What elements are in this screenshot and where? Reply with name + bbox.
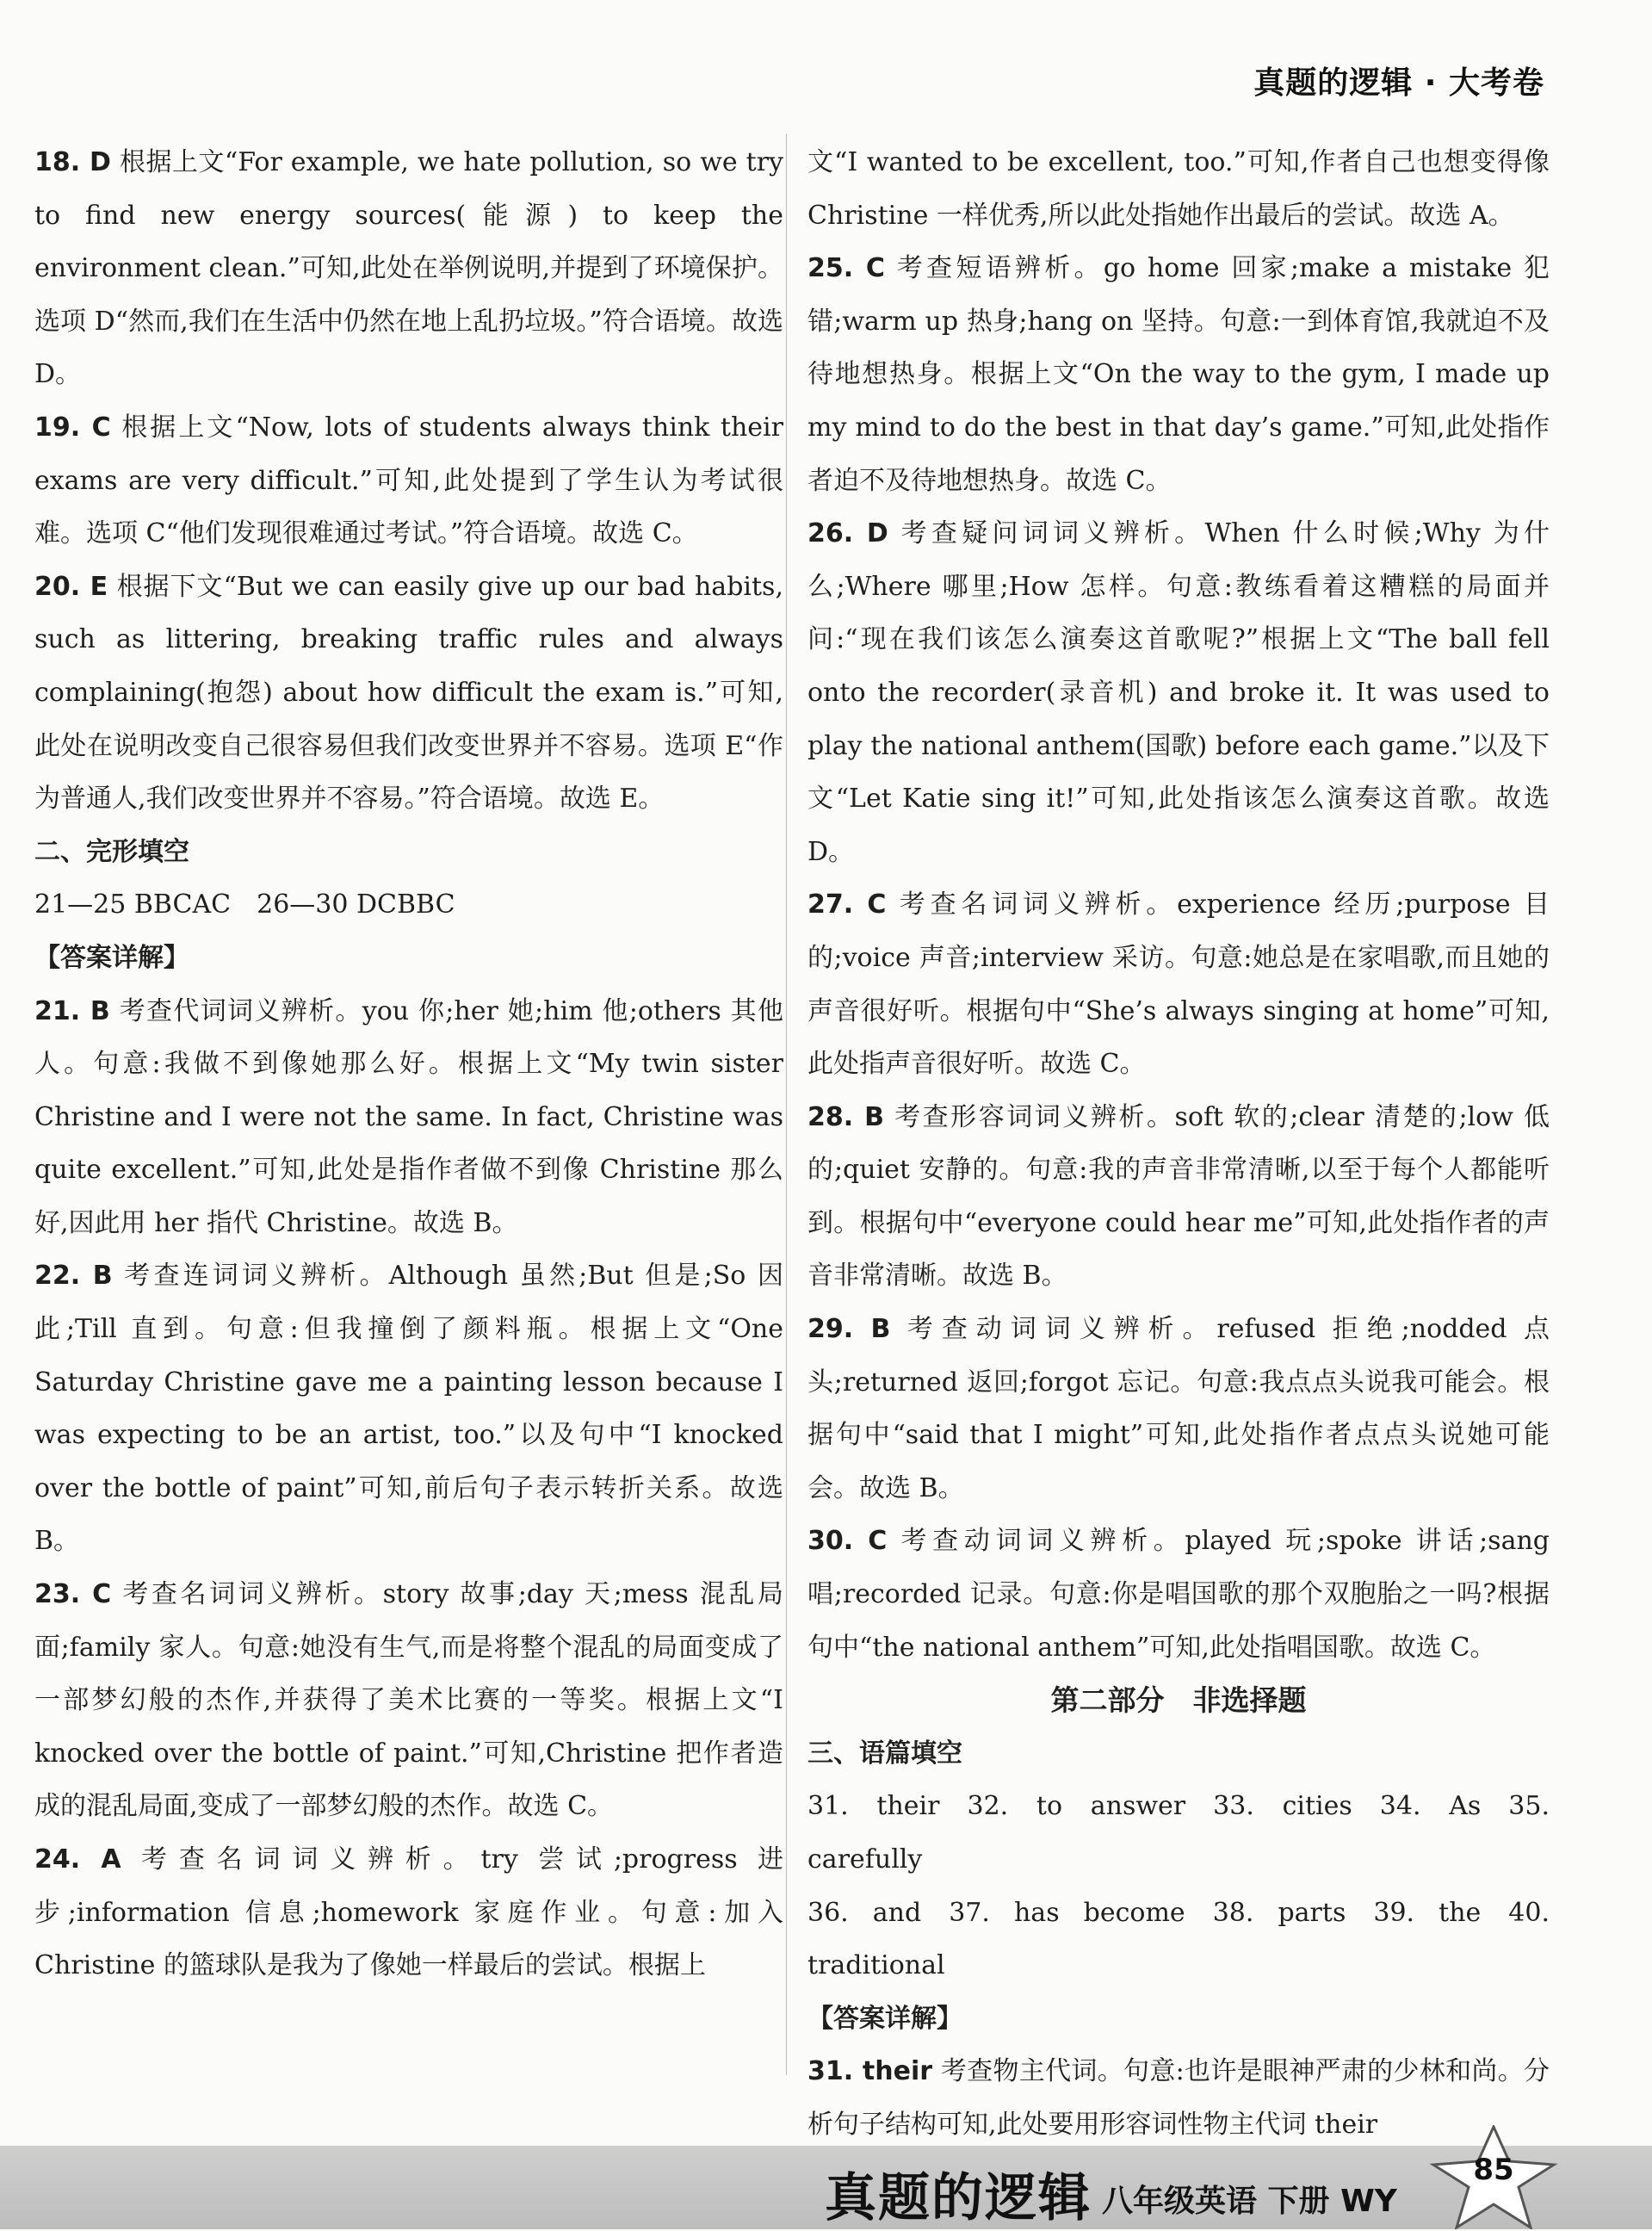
answer-key: 31. their [807, 1791, 940, 1822]
answer-item-26: 26. D 考查疑问词词义辨析。When 什么时候;Why 为什么;Where 哪里;How 怎样。句意:教练看着这糟糕的局面并问:“现在我们该怎么演奏这首歌呢?”根据上文“The ball fell onto the recorder(录音机) and broke it. It was used to play the national anthem(国歌) before each game.”以及下文“Let Katie sing it!”可知,此处指该怎么演奏这首歌。故选 D。 [807, 518, 1550, 867]
footer-book-title: 真题的逻辑 [825, 2168, 1092, 2228]
answer-key: 33. cities [1213, 1791, 1352, 1822]
answer-key: 37. has become [949, 1897, 1185, 1928]
answer-item-27: 27. C 考查名词词义辨析。experience 经历;purpose 目的;voice 声音;interview 采访。句意:她总是在家唱歌,而且她的声音很好听。根据句中“She’s always singing at home”可知,此处指声音很好听。故选 C。 [807, 889, 1550, 1080]
answer-item-21: 21. B 考查代词词义辨析。you 你;her 她;him 他;others 其他人。句意:我做不到像她那么好。根据上文“My twin sister Christine and I were not the same. In fact, Christine was quite excellent.”可知,此处是指作者做不到像 Christine 那么好,因此用 her 指代 Christine。故选 B。 [34, 995, 783, 1238]
page-header-title: 真题的逻辑 · 大考卷 [1253, 65, 1544, 101]
right-column [807, 136, 1550, 2152]
answer-item-18: 18. D 根据上文“For example, we hate pollution, so we try to find new energy sources(能源) to keep the environment clean.”可知,此处在举例说明,并提到了环境保护。选项 D“然而,我们在生活中仍然在地上乱扔垃圾。”符合语境。故选 D。 [34, 147, 783, 390]
answer-item-22: 22. B 考查连词词义辨析。Although 虽然;But 但是;So 因此;Till 直到。句意:但我撞倒了颜料瓶。根据上文“One Saturday Christine gave me a painting lesson because I was expecting to be an artist, too.”以及句中“I knocked over the bottle of paint”可知,前后句子表示转折关系。故选 B。 [34, 1261, 783, 1557]
footer-subtitle: 八年级英语 下册 WY [1102, 2184, 1397, 2219]
answer-item-28: 28. B 考查形容词词义辨析。soft 软的;clear 清楚的;low 低的;quiet 安静的。句意:我的声音非常清晰,以至于每个人都能听到。根据句中“everyone could hear me”可知,此处指作者的声音非常清晰。故选 B。 [807, 1101, 1550, 1292]
answer-key: 32. to answer [967, 1791, 1186, 1822]
answer-key: 36. and [807, 1897, 922, 1928]
section-heading-cloze: 二、完形填空 [34, 836, 189, 867]
answer-key-row: 21—25 BBCAC 26—30 DCBBC [34, 889, 455, 920]
answer-detail-label: 【答案详解】 [34, 942, 189, 973]
answer-item-30: 30. C 考查动词词义辨析。played 玩;spoke 讲话;sang 唱;recorded 记录。句意:你是唱国歌的那个双胞胎之一吗?根据句中“the national anthem”可知,此处指唱国歌。故选 C。 [807, 1526, 1550, 1663]
answer-key: 38. parts [1212, 1897, 1346, 1928]
answer-item-29: 29. B 考查动词词义辨析。refused 拒绝;nodded 点头;returned 返回;forgot 忘记。句意:我点点头说我可能会。根据句中“said that I might”可知,此处指作者点点头说她可能会。故选 B。 [807, 1314, 1550, 1503]
section-heading-passage-fill: 三、语篇填空 [807, 1738, 962, 1769]
page-number: 85 [1473, 2153, 1514, 2187]
left-column [34, 136, 783, 1992]
answer-item-24: 24. A 考查名词词义辨析。try 尝试;progress 进步;information 信息;homework 家庭作业。句意:加入 Christine 的篮球队是我为了像她一样最后的尝试。根据上 [34, 1844, 783, 1981]
answer-item-31: 31. their 考查物主代词。句意:也许是眼神严肃的少林和尚。分析句子结构可知,此处要用形容词性物主代词 their [807, 2056, 1550, 2140]
answer-key: 39. the [1373, 1897, 1482, 1928]
answer-item-20: 20. E 根据下文“But we can easily give up our bad habits, such as littering, breaking traffic rules and always complaining(抱怨) about how difficult the exam is.”可知,此处在说明改变自己很容易但我们改变世界并不容易。选项 E“作为普通人,我们改变世界并不容易。”符合语境。故选 E。 [34, 571, 783, 815]
column-divider [786, 133, 787, 2075]
answer-key: 35. carefully [807, 1791, 1550, 1875]
answer-item-23: 23. C 考查名词词义辨析。story 故事;day 天;mess 混乱局面;family 家人。句意:她没有生气,而是将整个混乱的局面变成了一部梦幻般的杰作,并获得了美术比赛的一等奖。根据上文“I knocked over the bottle of paint.”可知,Christine 把作者造成的混乱局面,变成了一部梦幻般的杰作。故选 C。 [34, 1579, 783, 1822]
answer-key: 40. traditional [807, 1897, 1550, 1981]
part-two-heading: 第二部分 非选择题 [1050, 1683, 1307, 1718]
answer-item-19: 19. C 根据上文“Now, lots of students always think their exams are very difficult.”可知,此处提到了学生认为考试很难。选项 C“他们发现很难通过考试。”符合语境。故选 C。 [34, 412, 783, 549]
answer-key: 34. As [1379, 1791, 1482, 1822]
answer-item-25: 25. C 考查短语辨析。go home 回家;make a mistake 犯错;warm up 热身;hang on 坚持。句意:一到体育馆,我就迫不及待地想热身。根据上文“On the way to the gym, I made up my mind to do the best in that day’s game.”可知,此处指作者迫不及待地想热身。故选 C。 [807, 253, 1550, 496]
answer-item-24-continued: 文“I wanted to be excellent, too.”可知,作者自己也想变得像 Christine 一样优秀,所以此处指她作出最后的尝试。故选 A。 [807, 147, 1550, 231]
answer-key-row-1 [807, 1780, 1550, 1886]
answer-key-row-2 [807, 1887, 1550, 1992]
answer-detail-label: 【答案详解】 [807, 2003, 962, 2034]
